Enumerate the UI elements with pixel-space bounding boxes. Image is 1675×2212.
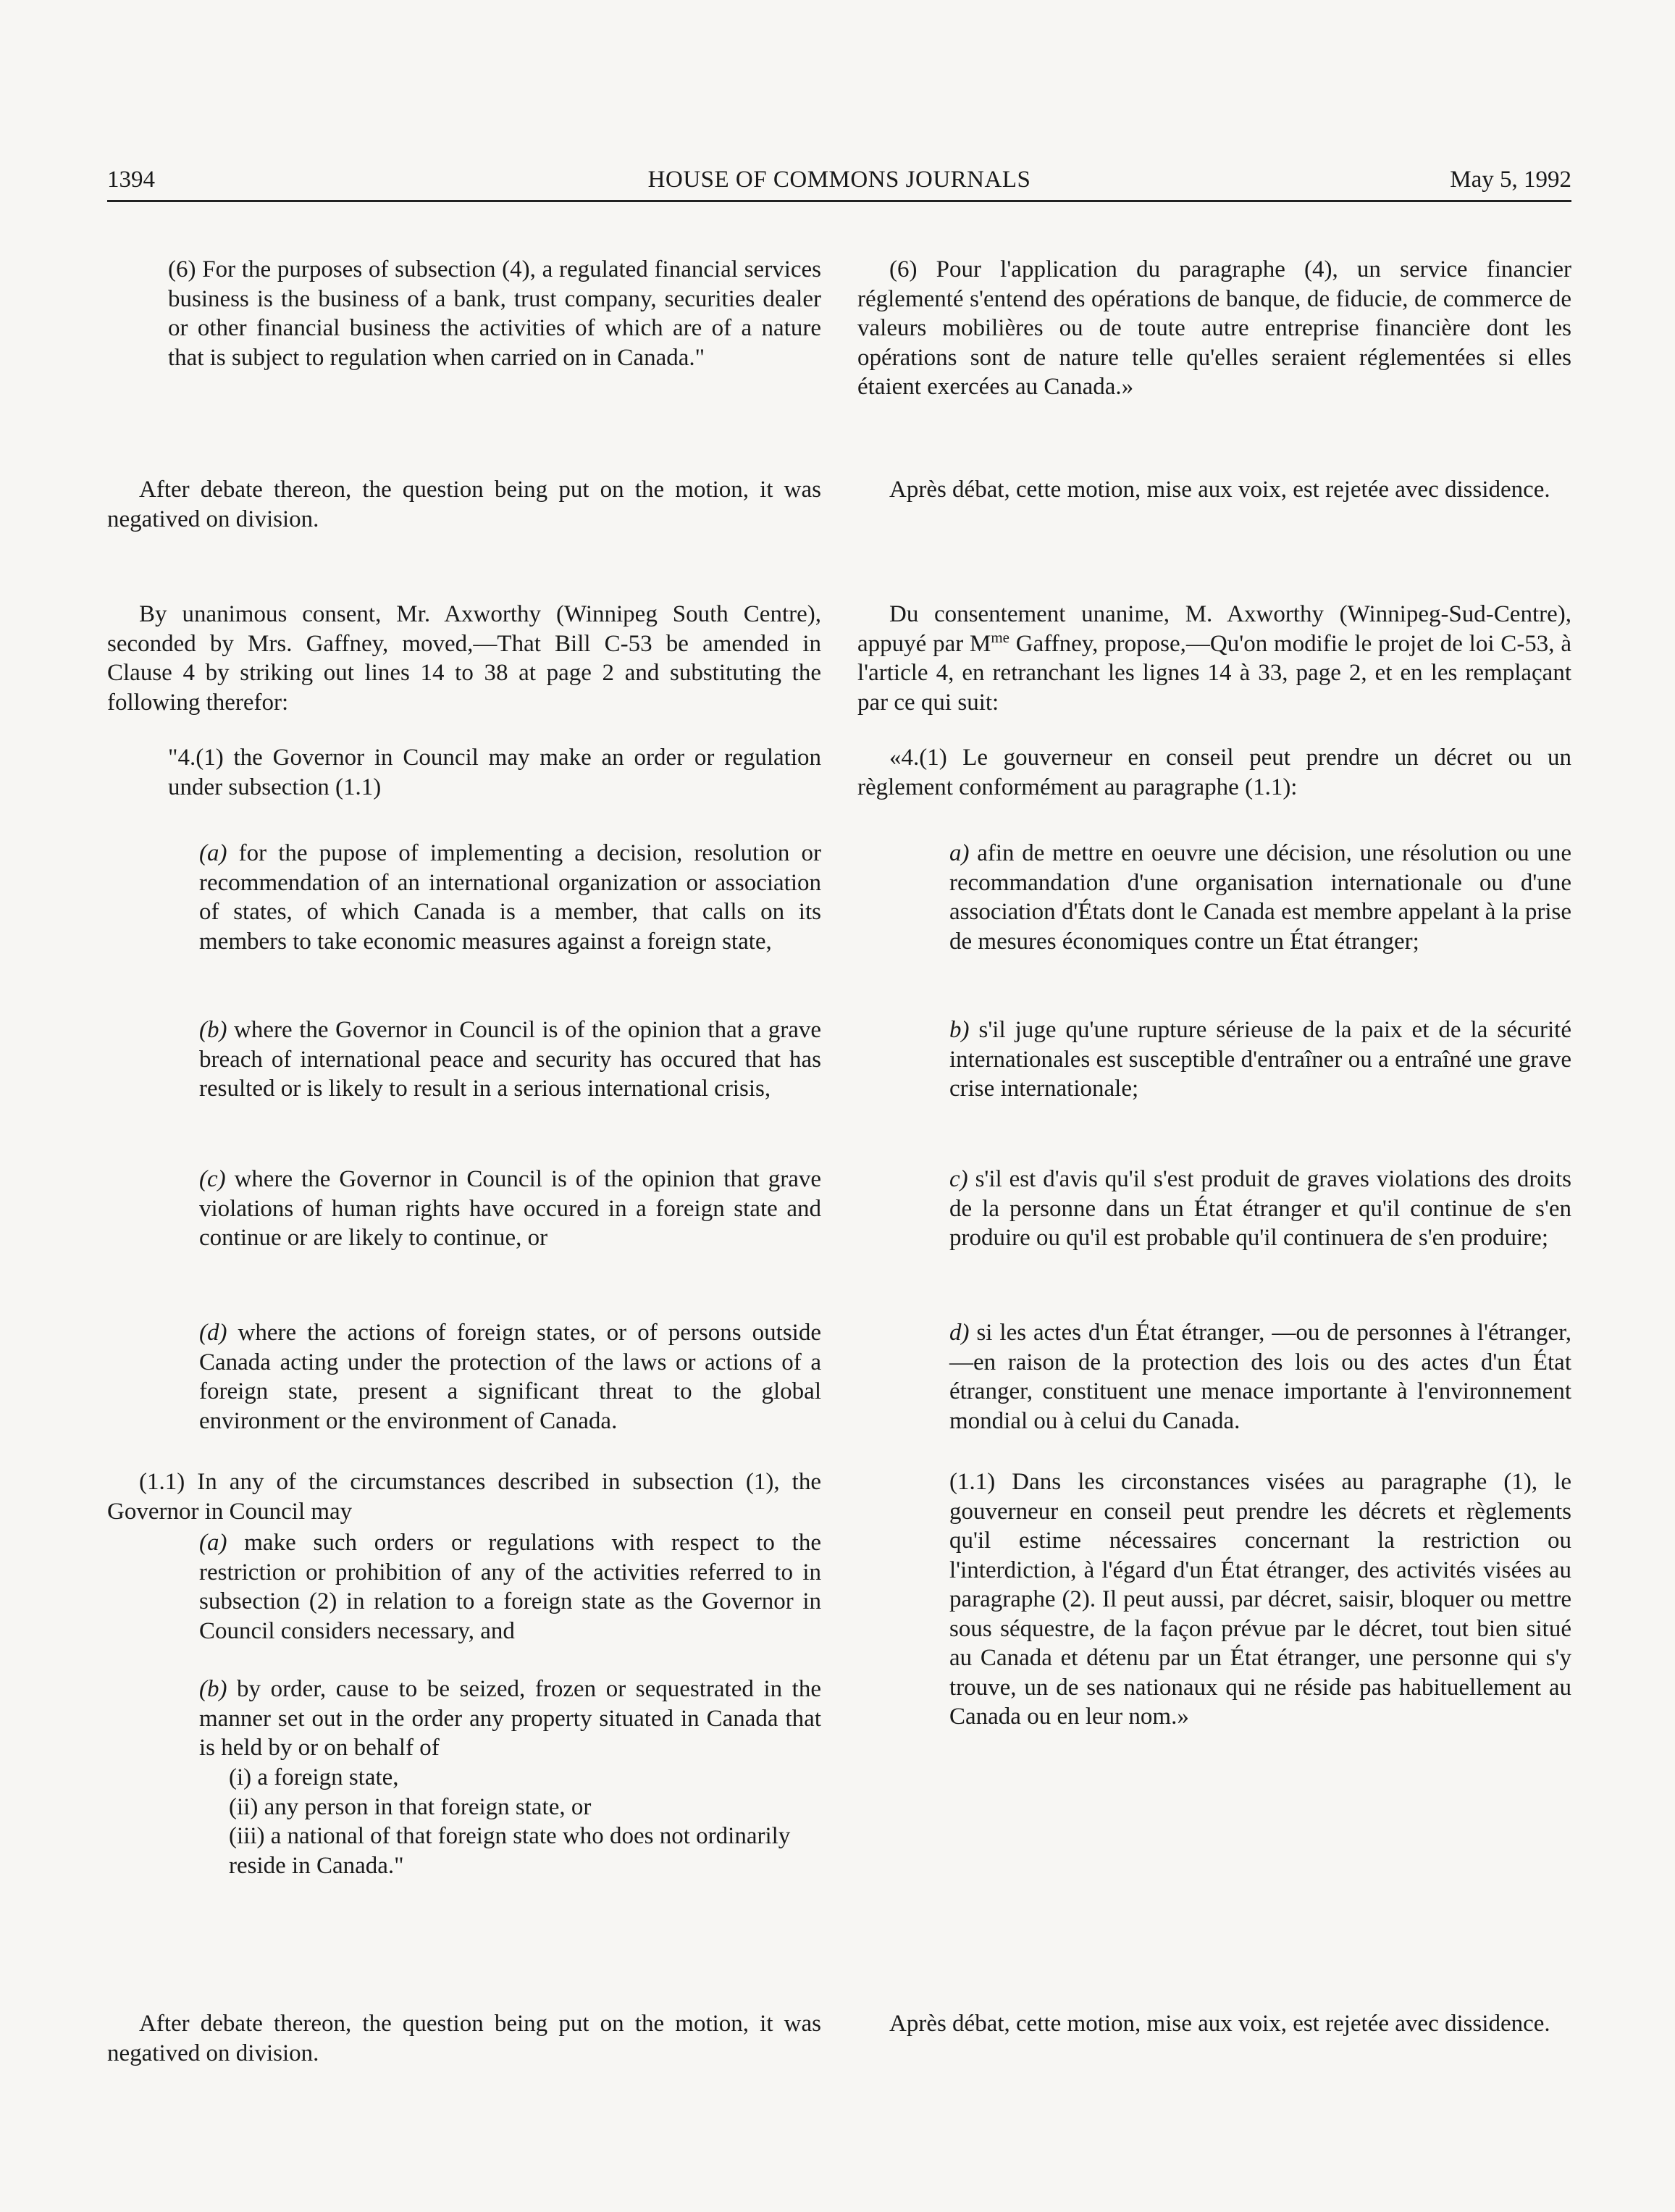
fr-debate-result-2: Après débat, cette motion, mise aux voix, est rejetée avec dissidence. (889, 2011, 1550, 2037)
fr-subsection-1-1: (1.1) Dans les circonstances visées au paragraphe (1), le gouverneur en conseil peut prendre les décrets et règlements qu'il estime nécessaires concernant la restriction ou l'interdiction, à l'égard d'un État étranger, des activités visées au paragraphe (2). Il peut aussi, par décret, saisir, bloquer ou mettre sous séquestre, de la façon prévue par le décret, tout bien situé au Canada et détenu par un État étranger, une personne qui s'y trouve, un de ses nationaux qui ne réside pas habituellement au Canada ou en leur nom.» (949, 1469, 1571, 1730)
en-paragraph-d: (d) where the actions of foreign states, or of persons outside Canada acting under the protection of the laws or actions of a foreign state, present a significant threat to the global environment or the environment of Canada. (199, 1320, 821, 1434)
fr-subsection-4-1: «4.(1) Le gouverneur en conseil peut prendre un décret ou un règlement conformément au paragraphe (1.1): (857, 745, 1571, 800)
en-subparagraph-ii: (ii) any person in that foreign state, or (229, 1793, 592, 1820)
fr-subsection-6: (6) Pour l'application du paragraphe (4), un service financier réglementé s'entend des opérations de banque, de fiducie, de commerce de valeurs mobilières ou de toute autre entreprise financière dont les opérations sont de nature telle qu'elles seraient réglementées si elles étaient exercées au Canada.» (857, 256, 1571, 400)
en-unanimous-consent-motion: By unanimous consent, Mr. Axworthy (Winnipeg South Centre), seconded by Mrs. Gaffney, moved,—That Bill C-53 be amended in Clause 4 by striking out lines 14 to 38 at page 2 and substituting the following therefor: (107, 601, 821, 716)
en-paragraph-c: (c) where the Governor in Council is of the opinion that grave violations of human rights have occured in a foreign state and continue or are likely to continue, or (199, 1166, 821, 1251)
en-paragraph-a: (a) for the pupose of implementing a decision, resolution or recommendation of an international organization or association of states, of which Canada is a member, that calls on its members to take economic measures against a foreign state, (199, 840, 821, 955)
fr-paragraph-d: d) si les actes d'un État étranger, —ou de personnes à l'étranger, —en raison de la protection des lois ou des actes d'un État étranger, constituent une menace importante à l'environnement mondial ou à celui du Canada. (949, 1320, 1571, 1434)
en-paragraph-b: (b) where the Governor in Council is of the opinion that a grave breach of international peace and security has occured that has resulted or is likely to result in a serious international crisis, (199, 1017, 821, 1102)
en-subsection-1-1-b: (b) by order, cause to be seized, frozen or sequestrated in the manner set out in the order any property situated in Canada that is held by or on behalf of (199, 1676, 821, 1761)
fr-paragraph-c: c) s'il est d'avis qu'il s'est produit de graves violations des droits de la personne dans un État étranger et qu'il continue de s'en produire ou qu'il est probable qu'il continuera de s'en produire; (949, 1166, 1571, 1251)
en-subparagraph-i: (i) a foreign state, (229, 1764, 399, 1790)
fr-paragraph-a: a) afin de mettre en oeuvre une décision, une résolution ou une recommandation d'une organisation internationale ou d'une association d'États dont le Canada est membre appelant à la prise de mesures économiques contre un État étranger; (949, 840, 1571, 955)
en-debate-result-2: After debate thereon, the question being put on the motion, it was negatived on division. (107, 2011, 821, 2066)
en-subparagraph-iii: (iii) a national of that foreign state who does not ordinarily reside in Canada." (229, 1823, 791, 1879)
journal-date: May 5, 1992 (1450, 167, 1571, 193)
en-subparagraph-list (107, 1763, 821, 1880)
en-subsection-1-1-a: (a) make such orders or regulations with respect to the restriction or prohibition of any of the activities referred to in subsection (2) in relation to a foreign state as the Governor in Council considers necessary, and (199, 1530, 821, 1644)
en-debate-result-1: After debate thereon, the question being put on the motion, it was negatived on division. (107, 477, 821, 532)
journal-title: HOUSE OF COMMONS JOURNALS (647, 167, 1031, 193)
page-number: 1394 (107, 167, 155, 193)
en-subsection-6: (6) For the purposes of subsection (4), a regulated financial services business is the business of a bank, trust company, securities dealer or other financial business the activities of which are of a nature that is subject to regulation when carried on in Canada." (168, 256, 821, 371)
page-header (107, 162, 1571, 202)
fr-debate-result-1: Après débat, cette motion, mise aux voix, est rejetée avec dissidence. (889, 477, 1550, 503)
en-subsection-4-1: "4.(1) the Governor in Council may make an order or regulation under subsection (1.1) (168, 745, 821, 800)
en-subsection-1-1: (1.1) In any of the circumstances described in subsection (1), the Governor in Council may (107, 1469, 821, 1525)
fr-paragraph-b: b) s'il juge qu'une rupture sérieuse de la paix et de la sécurité internationales est susceptible d'entraîner ou a entraîné une grave crise internationale; (949, 1017, 1571, 1102)
fr-unanimous-consent-motion: Du consentement unanime, M. Axworthy (Winnipeg-Sud-Centre), appuyé par $M^{me}$ Gaffney, propose,—Qu'on modifie le projet de loi C-53, à l'article 4, en retranchant les lignes 14 à 33, page 2, et en les remplaçant par ce qui suit: (857, 601, 1571, 716)
